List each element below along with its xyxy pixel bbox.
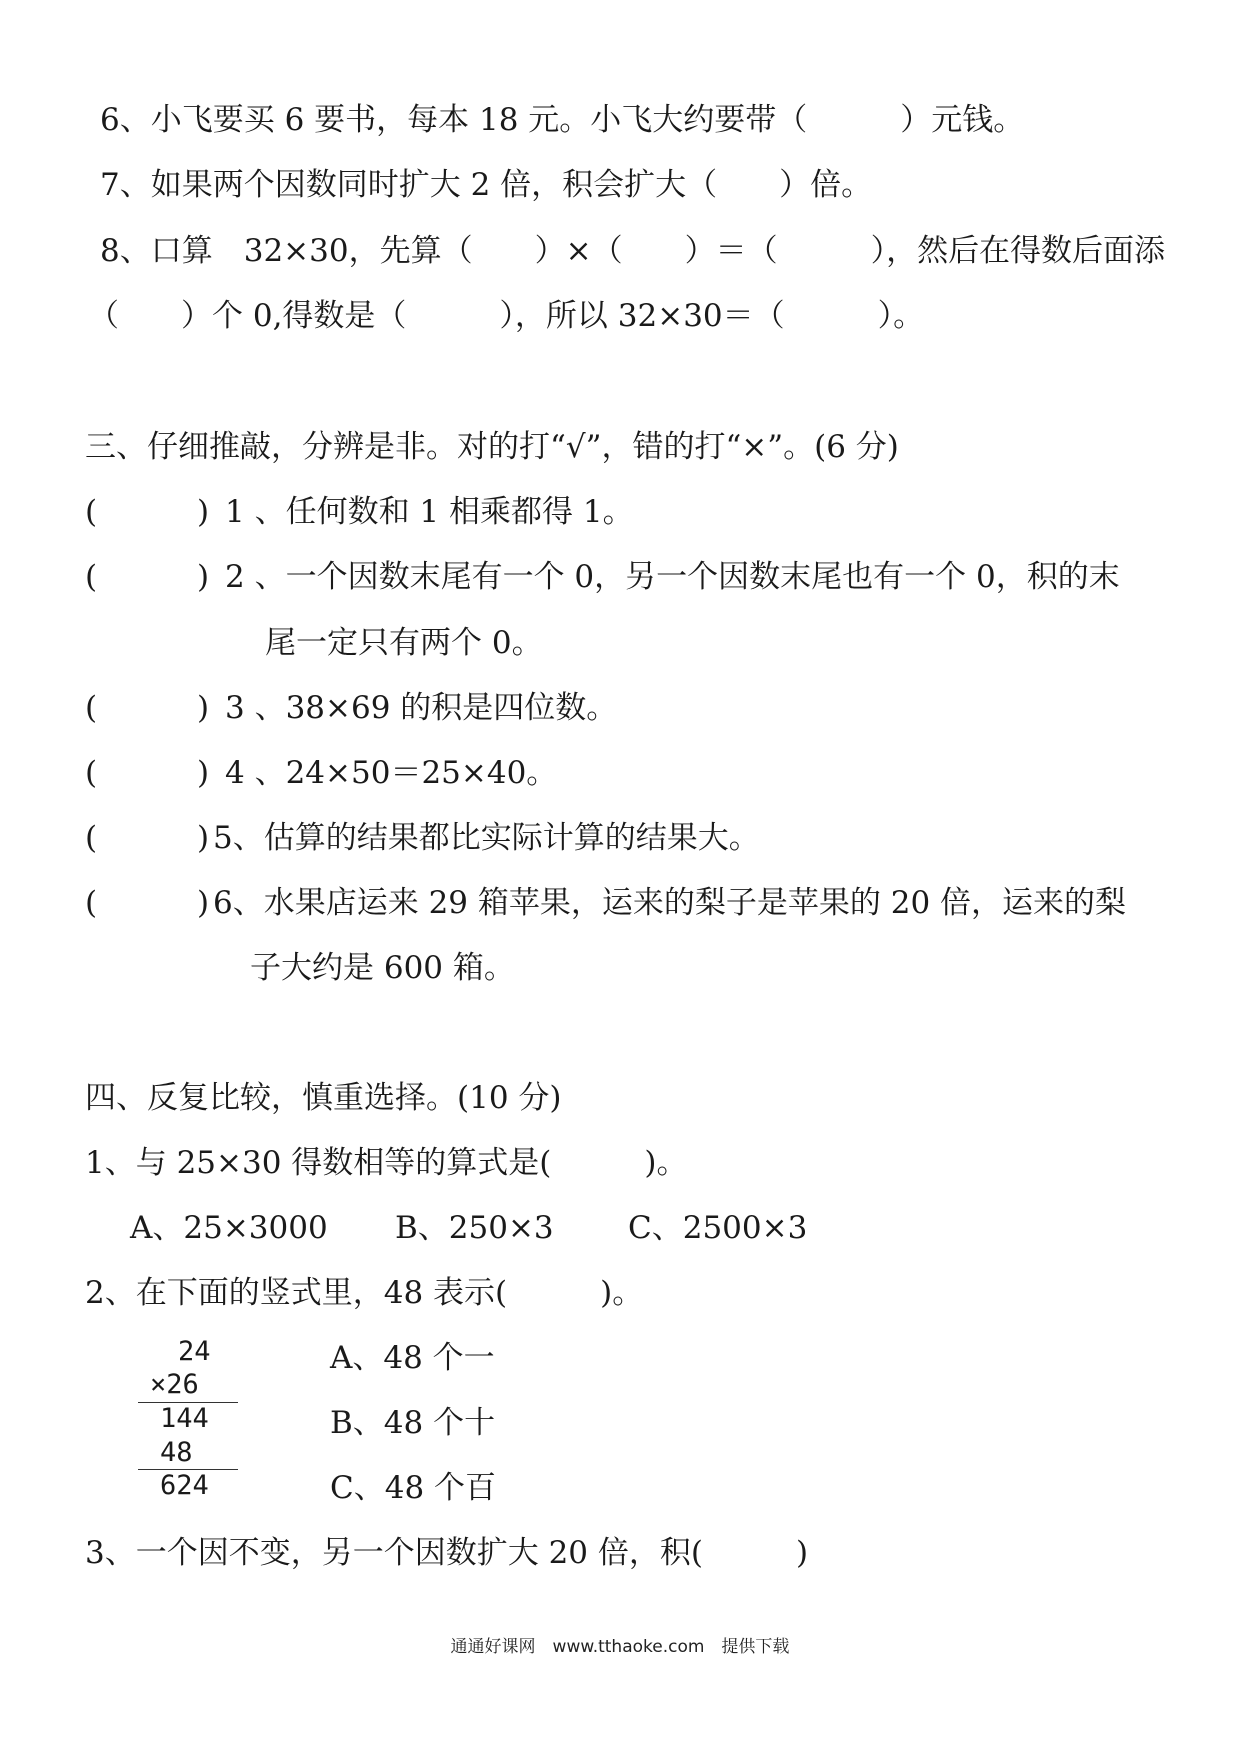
true-false-statement: 5、估算的结果都比实际计算的结果大。	[213, 820, 760, 856]
question-8-line2: （ ）个 0,得数是（ ），所以 32×30＝（ ）。	[88, 298, 925, 334]
option-2a: A、48 个一	[330, 1340, 495, 1376]
option-1a: A、25×3000	[130, 1210, 328, 1246]
multiplicand: 24	[178, 1336, 211, 1367]
close-bracket: )	[197, 559, 210, 595]
open-bracket: (	[85, 820, 98, 856]
true-false-statement: 2 、一个因数末尾有一个 0，另一个因数末尾也有一个 0，积的末	[225, 559, 1120, 595]
footer-credit: 通通好课网 www.tthaoke.com 提供下载	[450, 1637, 790, 1657]
true-false-statement: 1 、任何数和 1 相乘都得 1。	[225, 494, 634, 530]
true-false-statement: 4 、24×50＝25×40。	[225, 755, 558, 791]
choice-question-1: 1、与 25×30 得数相等的算式是( )。	[85, 1145, 688, 1181]
partial-product-1: 144	[160, 1403, 209, 1434]
choice-question-3: 3、一个因不变，另一个因数扩大 20 倍，积( )	[85, 1535, 809, 1571]
option-1c: C、2500×3	[628, 1210, 808, 1246]
multiplier: ×26	[150, 1369, 199, 1400]
open-bracket: (	[85, 690, 98, 726]
true-false-statement-continued: 子大约是 600 箱。	[250, 950, 515, 986]
close-bracket: )	[197, 885, 210, 921]
question-6: 6、小飞要买 6 要书，每本 18 元。小飞大约要带（ ）元钱。	[100, 102, 1025, 138]
choice-question-2: 2、在下面的竖式里，48 表示( )。	[85, 1275, 644, 1311]
close-bracket: )	[197, 820, 210, 856]
section4-title: 四、反复比较，慎重选择。(10 分)	[85, 1080, 562, 1116]
true-false-statement: 3 、38×69 的积是四位数。	[225, 690, 618, 726]
open-bracket: (	[85, 559, 98, 595]
open-bracket: (	[85, 885, 98, 921]
open-bracket: (	[85, 494, 98, 530]
open-bracket: (	[85, 755, 98, 791]
product: 624	[160, 1470, 209, 1501]
true-false-statement-continued: 尾一定只有两个 0。	[265, 625, 543, 661]
close-bracket: )	[197, 494, 210, 530]
question-8-line1: 8、口算 32×30，先算（ ）×（ ）＝（ ），然后在得数后面添	[100, 233, 1166, 269]
close-bracket: )	[197, 690, 210, 726]
close-bracket: )	[197, 755, 210, 791]
option-1b: B、250×3	[395, 1210, 554, 1246]
partial-product-2: 48	[160, 1437, 193, 1468]
true-false-statement: 6、水果店运来 29 箱苹果，运来的梨子是苹果的 20 倍，运来的梨	[213, 885, 1127, 921]
section3-title: 三、仔细推敲，分辨是非。对的打“√”，错的打“×”。(6 分)	[85, 429, 899, 465]
question-7: 7、如果两个因数同时扩大 2 倍，积会扩大（ ）倍。	[100, 167, 873, 203]
option-2c: C、48 个百	[330, 1470, 497, 1506]
option-2b: B、48 个十	[330, 1405, 496, 1441]
